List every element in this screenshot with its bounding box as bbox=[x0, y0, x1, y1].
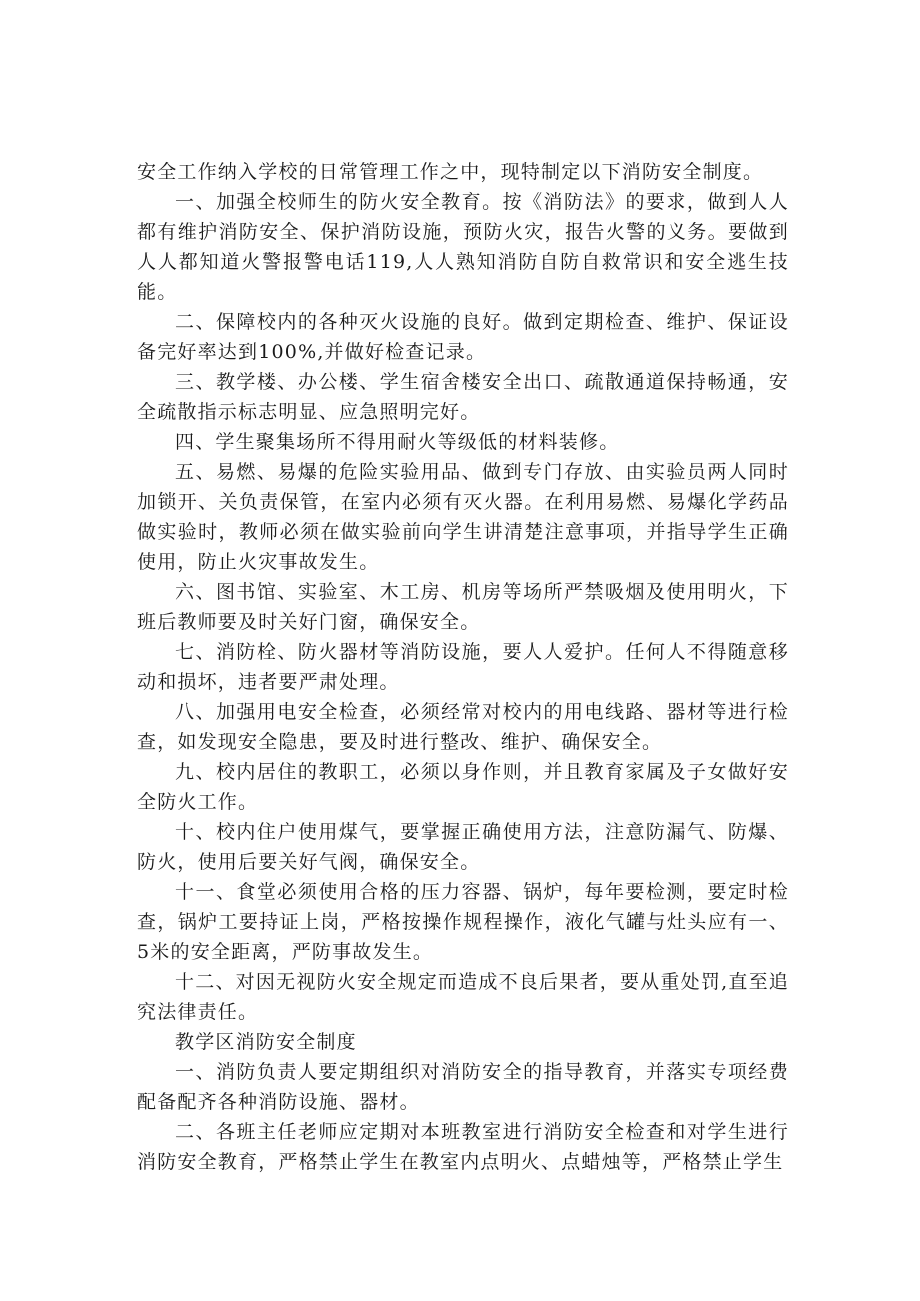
document-page bbox=[137, 157, 789, 1177]
rule-item-8: 八、加强用电安全检查，必须经常对校内的用电线路、器材等进行检查，如发现安全隐患，要及时进行整改、维护、确保安全。 bbox=[137, 701, 789, 753]
rule-item-1: 一、加强全校师生的防火安全教育。按《消防法》的要求，做到人人都有维护消防安全、保护消防设施，预防火灾，报告火警的义务。要做到人人都知道火警报警电话119,人人熟知消防自防自救常识和安全逃生技能。 bbox=[137, 191, 789, 303]
rule-item-11: 十一、食堂必须使用合格的压力容器、锅炉，每年要检测，要定时检查，锅炉工要持证上岗，严格按操作规程操作，液化气罐与灶头应有一、5米的安全距离，严防事故发生。 bbox=[137, 881, 789, 963]
rule-item-5: 五、易燃、易爆的危险实验用品、做到专门存放、由实验员两人同时加锁开、关负责保管，在室内必须有灭火器。在利用易燃、易爆化学药品做实验时，教师必须在做实验前向学生讲清楚注意事项，并指导学生正确使用，防止火灾事故发生。 bbox=[137, 461, 789, 573]
section2-item-2: 二、各班主任老师应定期对本班教室进行消防安全检查和对学生进行消防安全教育，严格禁止学生在教室内点明火、点蜡烛等，严格禁止学生 bbox=[137, 1121, 789, 1173]
rule-item-10: 十、校内住户使用煤气，要掌握正确使用方法，注意防漏气、防爆、防火，使用后要关好气阀，确保安全。 bbox=[137, 821, 789, 873]
rule-item-9: 九、校内居住的教职工，必须以身作则，并且教育家属及子女做好安全防火工作。 bbox=[137, 761, 789, 813]
rule-item-2: 二、保障校内的各种灭火设施的良好。做到定期检查、维护、保证设备完好率达到100%,并做好检查记录。 bbox=[137, 311, 789, 363]
intro-paragraph: 安全工作纳入学校的日常管理工作之中，现特制定以下消防安全制度。 bbox=[137, 161, 764, 183]
rule-item-7: 七、消防栓、防火器材等消防设施，要人人爱护。任何人不得随意移动和损坏，违者要严肃处理。 bbox=[137, 641, 789, 693]
section2-item-1: 一、消防负责人要定期组织对消防安全的指导教育，并落实专项经费配备配齐各种消防设施、器材。 bbox=[137, 1061, 789, 1113]
rule-item-4: 四、学生聚集场所不得用耐火等级低的材料装修。 bbox=[175, 431, 620, 453]
rule-item-3: 三、教学楼、办公楼、学生宿舍楼安全出口、疏散通道保持畅通，安全疏散指示标志明显、应急照明完好。 bbox=[137, 371, 789, 423]
section-heading: 教学区消防安全制度 bbox=[175, 1031, 357, 1053]
rule-item-12: 十二、对因无视防火安全规定而造成不良后果者，要从重处罚,直至追究法律责任。 bbox=[137, 971, 789, 1023]
rule-item-6: 六、图书馆、实验室、木工房、机房等场所严禁吸烟及使用明火，下班后教师要及时关好门窗，确保安全。 bbox=[137, 581, 789, 633]
